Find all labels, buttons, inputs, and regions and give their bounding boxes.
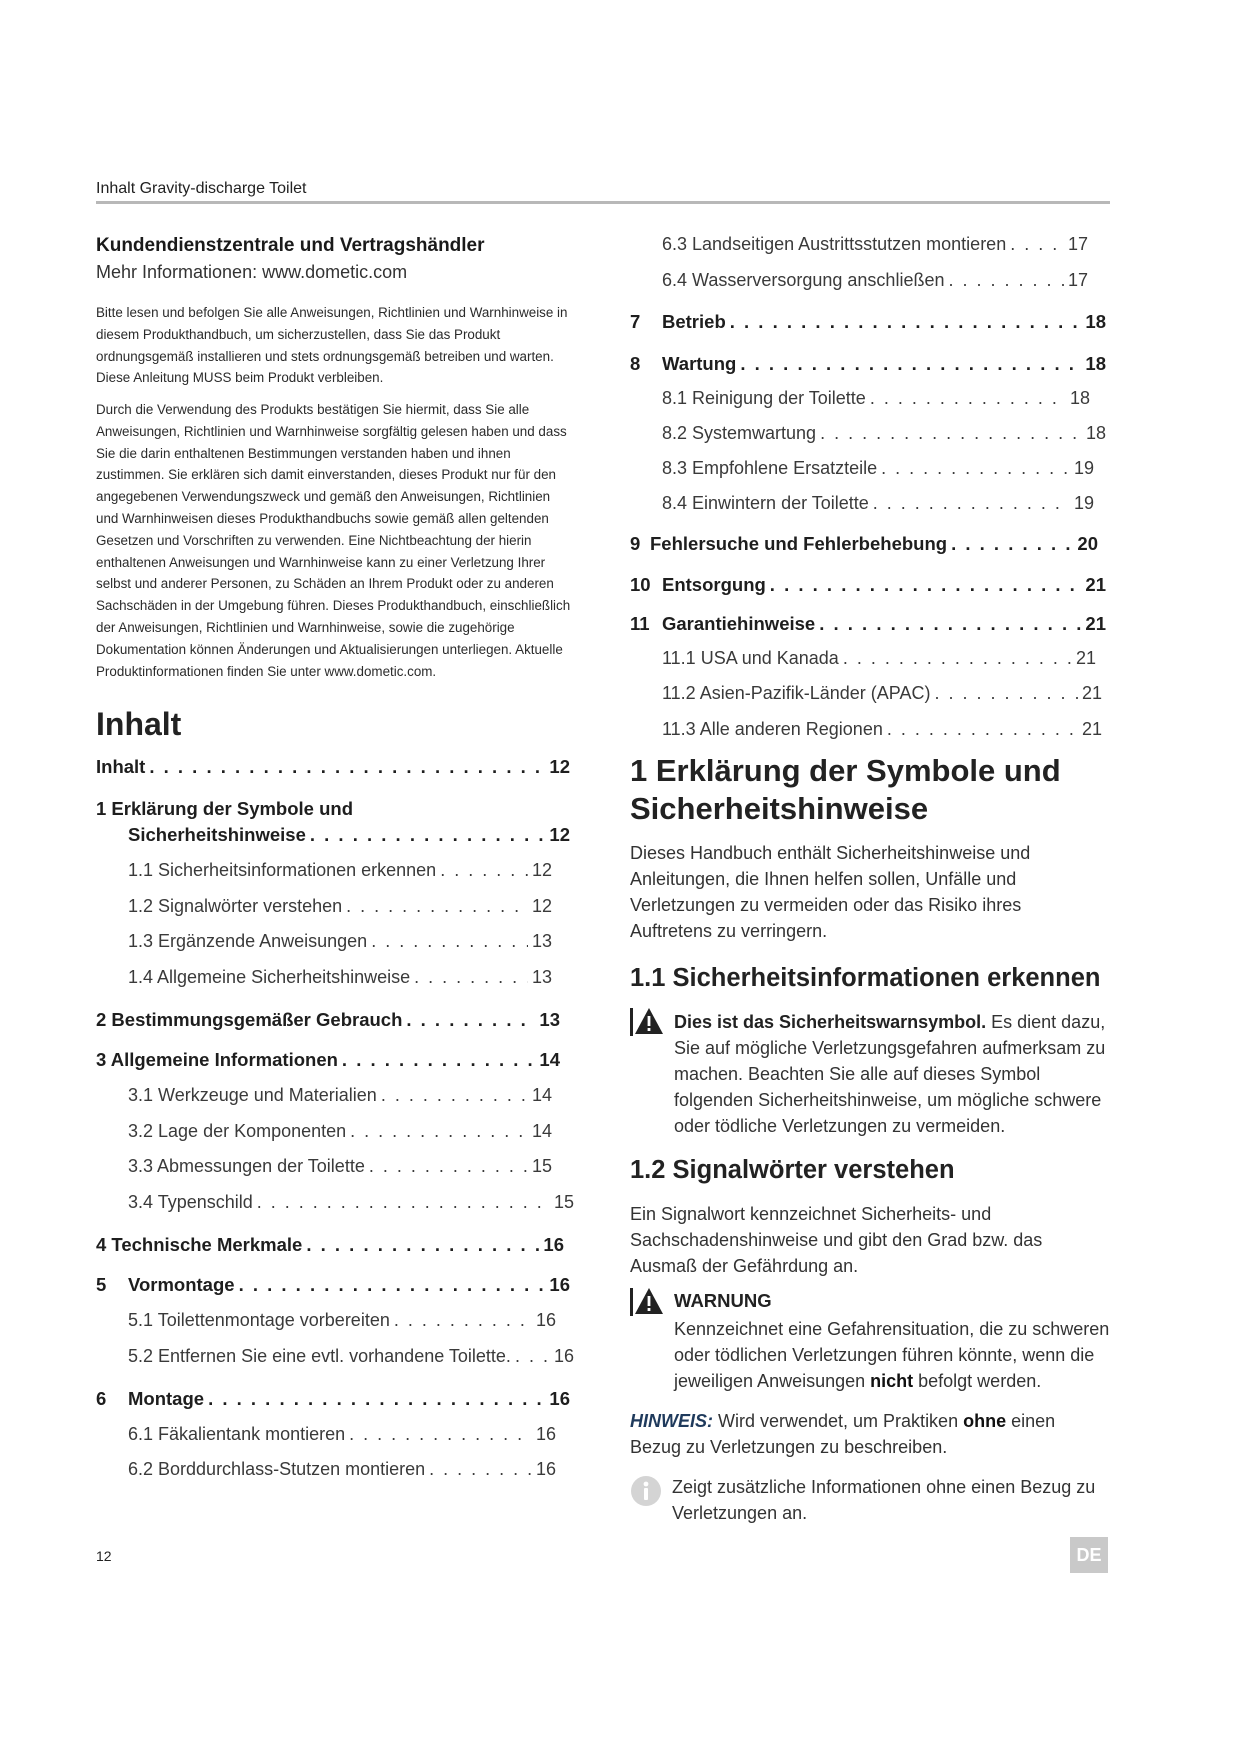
warning-label: WARNUNG (674, 1290, 772, 1311)
toc-entry-page: 16 (535, 1459, 556, 1479)
toc-entry-page: 17 (1067, 270, 1088, 290)
toc-entry-page: 12 (549, 824, 570, 845)
toc-entry-number: 10 (630, 574, 651, 595)
toc-entry-page: 15 (553, 1192, 574, 1212)
toc-entry-title: 6.3 Landseitigen Austrittsstutzen montieren (662, 234, 1007, 254)
toc-entry-page: 13 (539, 1009, 560, 1030)
notice-text-part: einen Bezug zu Verletzungen zu beschreiben. (630, 1411, 1056, 1457)
header-rule (96, 201, 1110, 204)
section-1-heading: 1 Erklärung der Symbole und Sicherheitshinweise (630, 753, 1061, 826)
toc-entry-6-2[interactable] (128, 1459, 556, 1480)
toc-entry-page: 16 (535, 1310, 556, 1330)
toc-entry-1-line1[interactable]: 1 Erklärung der Symbole und (96, 798, 354, 819)
toc-entry-6-1[interactable] (128, 1424, 556, 1445)
toc-entry-page: 18 (1085, 311, 1106, 332)
toc-entry-page: 13 (531, 931, 552, 951)
toc-entry-page: 14 (531, 1121, 552, 1141)
safety-symbol-text (674, 1009, 1114, 1139)
toc-entry-8-2[interactable] (662, 423, 1106, 444)
toc-entry-title: Sicherheitshinweise (128, 824, 306, 845)
toc-entry-title: 8.3 Empfohlene Ersatzteile (662, 458, 878, 478)
toc-entry-title: 1.2 Signalwörter verstehen (128, 896, 343, 916)
toc-entry-page: 21 (1081, 719, 1102, 739)
toc-entry-page: 16 (553, 1346, 574, 1366)
toc-entry-title: Vormontage (128, 1274, 235, 1295)
language-badge: DE (1070, 1537, 1108, 1573)
section-1-2-text: Ein Signalwort kennzeichnet Sicherheits- und Sachschadenshinweise und gibt den Grad bzw. das Ausmaß der Gefährdung an. (630, 1204, 1043, 1276)
toc-entry-page: 13 (531, 967, 552, 987)
toc-entry-page: 12 (549, 756, 570, 777)
toc-entry-number: 5 (96, 1274, 107, 1295)
toc-entry-title: Garantiehinweise (662, 613, 816, 634)
toc-entry-8[interactable] (630, 353, 1106, 375)
toc-entry-title: Betrieb (662, 311, 726, 332)
safety-symbol-description: Es dient dazu, Sie auf mögliche Verletzungsgefahren aufmerksam zu machen. Beachten Sie alle auf dieses Symbol folgenden Sicherheitshinweise, um mögliche schwere oder tödliche Verletzungen zu vermeiden. (674, 1012, 1106, 1136)
toc-entry-7[interactable] (630, 311, 1106, 333)
toc-entry-title: 1.1 Sicherheitsinformationen erkennen (128, 860, 437, 880)
toc-entry-6[interactable] (96, 1388, 570, 1410)
info-text: Zeigt zusätzliche Informationen ohne einen Bezug zu Verletzungen an. (672, 1477, 1096, 1523)
toc-entry-1-4[interactable] (128, 967, 552, 988)
toc-entry-title: 1.3 Ergänzende Anweisungen (128, 931, 368, 951)
toc-entry-11[interactable] (630, 613, 1106, 635)
toc-entry-title: 6.2 Borddurchlass-Stutzen montieren (128, 1459, 426, 1479)
toc-entry-11-3[interactable] (662, 719, 1102, 740)
running-header: Inhalt Gravity-discharge Toilet (96, 180, 307, 197)
safety-symbol-bold: Dies ist das Sicherheitswarnsymbol. (674, 1012, 987, 1032)
toc-entry-3-2[interactable] (128, 1121, 552, 1142)
toc-entry-1[interactable] (128, 824, 570, 846)
section-1-text: Dieses Handbuch enthält Sicherheitshinweise und Anleitungen, die Ihnen helfen sollen, Unfälle und Verletzungen zu vermeiden oder das Risiko ihres Auftretens zu verringern. (630, 843, 1031, 941)
service-title: Kundendienstzentrale und Vertragshändler (96, 235, 485, 256)
toc-entry-page: 21 (1075, 648, 1096, 668)
toc-entry-title: 6.4 Wasserversorgung anschließen (662, 270, 945, 290)
toc-entry-page: 15 (531, 1156, 552, 1176)
notice-text (630, 1408, 1110, 1460)
toc-entry-1-2[interactable] (128, 896, 552, 917)
toc-entry-8-3[interactable] (662, 458, 1094, 479)
toc-entry-title: 3 Allgemeine Informationen (96, 1049, 338, 1070)
warning-text-bold: nicht (870, 1371, 914, 1391)
toc-entry-page: 19 (1073, 458, 1094, 478)
toc-entry-number: 6 (96, 1388, 107, 1409)
toc-entry-page: 20 (1077, 533, 1098, 554)
toc-entry-10[interactable] (630, 574, 1106, 596)
notice-label: HINWEIS: (630, 1411, 713, 1431)
toc-entry-page: 16 (549, 1274, 570, 1295)
toc-entry-title: 1.4 Allgemeine Sicherheitshinweise (128, 967, 411, 987)
toc-entry-5[interactable] (96, 1274, 570, 1296)
toc-entry-page: 18 (1085, 353, 1106, 374)
toc-entry-title: Inhalt (96, 756, 146, 777)
warning-text-part: befolgt werden. (913, 1371, 1042, 1391)
toc-entry-page: 18 (1085, 423, 1106, 443)
toc-entry-page: 12 (531, 896, 552, 916)
toc-entry-page: 16 (543, 1234, 564, 1255)
toc-entry-page: 19 (1073, 493, 1094, 513)
toc-entry-6-3[interactable] (662, 234, 1088, 255)
toc-entry-title: 8.1 Reinigung der Toilette (662, 388, 866, 408)
page-number: 12 (96, 1548, 112, 1564)
toc-entry-title: 5.1 Toilettenmontage vorbereiten (128, 1310, 390, 1330)
toc-entry-title: 11.2 Asien-Pazifik-Länder (APAC) (662, 683, 931, 703)
toc-entry-title: 5.2 Entfernen Sie eine evtl. vorhandene Toilette. (128, 1346, 511, 1366)
toc-entry-8-4[interactable] (662, 493, 1094, 514)
toc-entry-title: 3.1 Werkzeuge und Materialien (128, 1085, 377, 1105)
warning-triangle-icon (630, 1006, 664, 1041)
toc-entry-6-4[interactable] (662, 270, 1088, 291)
toc-entry-8-1[interactable] (662, 388, 1090, 409)
notice-text-part: Wird verwendet, um Praktiken (713, 1411, 964, 1431)
warning-text (674, 1316, 1114, 1394)
toc-entry-page: 18 (1069, 388, 1090, 408)
toc-entry-title: 4 Technische Merkmale (96, 1234, 303, 1255)
service-subtitle: Mehr Informationen: www.dometic.com (96, 262, 408, 282)
toc-entry-page: 14 (531, 1085, 552, 1105)
toc-entry-number: 11 (630, 613, 650, 634)
notice-text-bold: ohne (963, 1411, 1007, 1431)
toc-entry-3-1[interactable] (128, 1085, 552, 1106)
intro-paragraph-2: Durch die Verwendung des Produkts bestätigen Sie hiermit, dass Sie alle Anweisungen, Richtlinien und Warnhinweise sorgfältig gelesen haben und dass Sie die darin enthaltenen Bestimmungen verstanden haben und ihnen zustimmen. Sie erklären sich damit einverstanden, dieses Produkt nur für den angegebenen Verwendungszweck und gemäß den Anweisungen, Richtlinien und Warnhinweisen dieses Produkthandbuchs sowie gemäß allen geltenden Gesetzen und Vorschriften zu verwenden. Eine Nichtbeachtung der hierin enthaltenen Anweisungen und Warnhinweise kann zu einer Verletzung Ihrer selbst und anderer Personen, zu Schäden an Ihrem Produkt oder zu anderen Sachschäden in der Umgebung führen. Dieses Produkthandbuch, einschließlich der Anweisungen, Richtlinien und Warnhinweise, sowie die zugehörige Dokumentation können Änderungen und Aktualisierungen unterliegen. Aktuelle Produktinformationen finden Sie unter www.dometic.com. (96, 402, 571, 679)
toc-entry-inhalt[interactable] (96, 756, 570, 778)
toc-entry-3-4[interactable] (128, 1192, 574, 1213)
toc-entry-page: 21 (1081, 683, 1102, 703)
toc-entry-5-2[interactable] (128, 1346, 574, 1367)
toc-entry-title: 2 Bestimmungsgemäßer Gebrauch (96, 1009, 403, 1030)
toc-entry-number: 8 (630, 353, 641, 374)
toc-entry-title: 8.4 Einwintern der Toilette (662, 493, 869, 513)
toc-entry-title: Fehlersuche und Fehlerbehebung (650, 533, 948, 554)
intro-paragraph-1: Bitte lesen und befolgen Sie alle Anweisungen, Richtlinien und Warnhinweise in diesem Produkthandbuch, um sicherzustellen, dass Sie das Produkt ordnungsgemäß installieren und stets ordnungsgemäß betreiben und warten. Diese Anleitung MUSS beim Produkt verbleiben. (96, 305, 568, 386)
toc-entry-title: 3.4 Typenschild (128, 1192, 253, 1212)
toc-heading: Inhalt (96, 706, 182, 742)
info-icon (630, 1475, 662, 1512)
section-1-2-heading: 1.2 Signalwörter verstehen (630, 1156, 955, 1184)
toc-entry-number: 9 (630, 533, 641, 554)
toc-entry-page: 17 (1067, 234, 1088, 254)
section-1-1-heading: 1.1 Sicherheitsinformationen erkennen (630, 964, 1101, 992)
toc-entry-9[interactable] (630, 533, 1098, 555)
toc-entry-2[interactable] (96, 1009, 560, 1031)
toc-entry-title: 11.1 USA und Kanada (662, 648, 839, 668)
toc-entry-page: 16 (535, 1424, 556, 1444)
toc-entry-page: 21 (1085, 613, 1106, 634)
toc-entry-page: 12 (531, 860, 552, 880)
toc-entry-3[interactable] (96, 1049, 560, 1071)
toc-entry-title: Entsorgung (662, 574, 766, 595)
toc-entry-11-1[interactable] (662, 648, 1096, 669)
toc-entry-title: Wartung (662, 353, 737, 374)
toc-entry-page: 21 (1085, 574, 1106, 595)
toc-entry-4[interactable] (96, 1234, 564, 1256)
toc-entry-title: 3.2 Lage der Komponenten (128, 1121, 347, 1141)
toc-entry-11-2[interactable] (662, 683, 1102, 704)
toc-entry-number: 7 (630, 311, 641, 332)
toc-entry-title: 8.2 Systemwartung (662, 423, 817, 443)
toc-entry-title: 11.3 Alle anderen Regionen (662, 719, 883, 739)
toc-entry-3-3[interactable] (128, 1156, 552, 1177)
toc-entry-title: 3.3 Abmessungen der Toilette (128, 1156, 365, 1176)
toc-entry-title: Montage (128, 1388, 205, 1409)
toc-entry-5-1[interactable] (128, 1310, 556, 1331)
toc-entry-page: 16 (549, 1388, 570, 1409)
toc-entry-1-1[interactable] (128, 860, 552, 881)
warning-text-part: Kennzeichnet eine Gefahrensituation, die zu schweren oder tödlichen Verletzungen führen könnte, wenn die jeweiligen Anweisungen (674, 1319, 1110, 1391)
warning-triangle-icon (630, 1286, 664, 1321)
toc-entry-page: 14 (539, 1049, 560, 1070)
toc-entry-title: 6.1 Fäkalientank montieren (128, 1424, 346, 1444)
toc-entry-1-3[interactable] (128, 931, 552, 952)
